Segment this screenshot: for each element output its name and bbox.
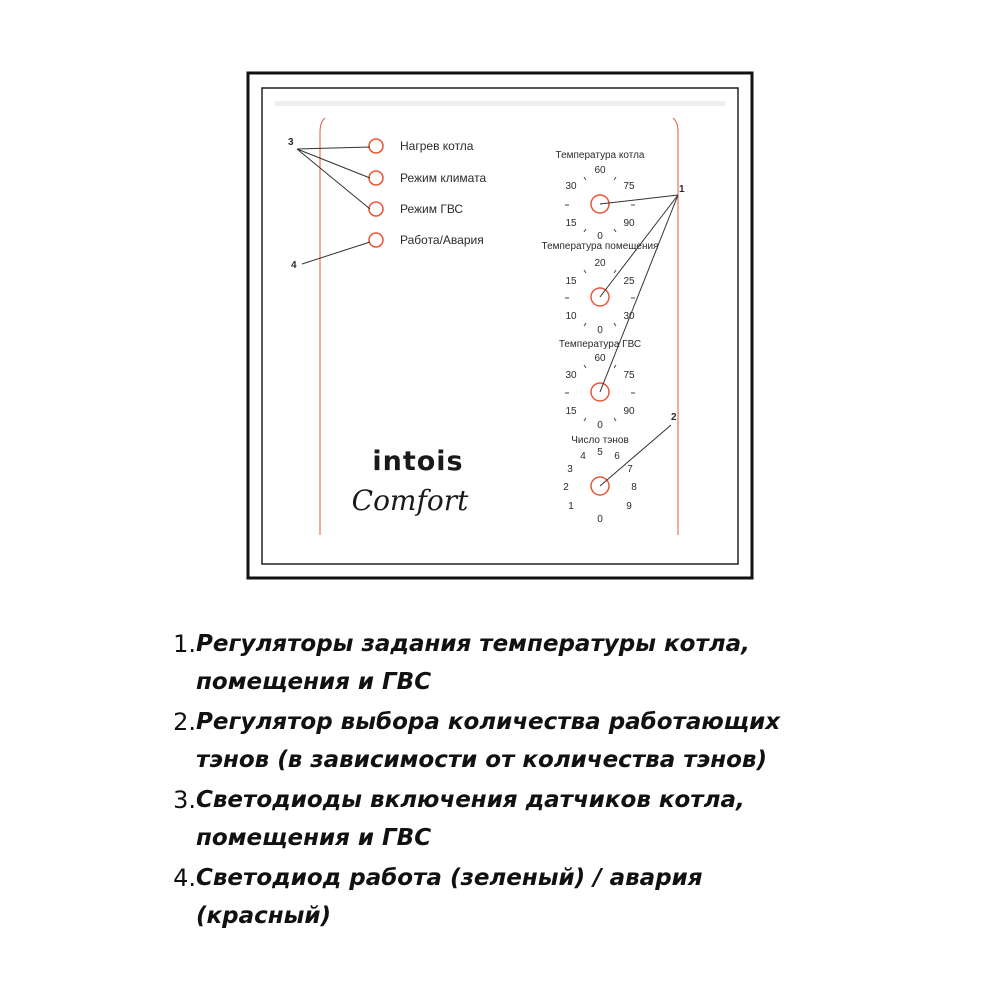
tick-label: 0 bbox=[597, 420, 603, 431]
callout-2: 2 bbox=[671, 412, 677, 423]
legend-list bbox=[160, 625, 860, 937]
brand-logo: intois bbox=[372, 446, 464, 477]
tick-label: 0 bbox=[597, 325, 603, 336]
callout-3: 3 bbox=[288, 137, 294, 148]
tick-label: 30 bbox=[565, 370, 577, 381]
tick-label: 75 bbox=[623, 181, 635, 192]
legend-number: 2. bbox=[173, 708, 196, 736]
tick-label: 1 bbox=[568, 501, 574, 512]
callout-1: 1 bbox=[679, 184, 685, 195]
tick-label: 3 bbox=[567, 464, 573, 475]
callout-4: 4 bbox=[291, 260, 297, 271]
legend-text: Светодиод работа (зеленый) / авария (красный) bbox=[196, 865, 703, 929]
tick-label: 2 bbox=[563, 482, 569, 493]
legend-number: 4. bbox=[173, 864, 196, 892]
knob-title: Температура помещения bbox=[541, 241, 659, 252]
legend-item bbox=[160, 781, 860, 857]
tick-label: 4 bbox=[580, 451, 586, 462]
knob-title: Температура ГВС bbox=[558, 339, 642, 350]
legend-item bbox=[160, 625, 860, 701]
tick-label: 10 bbox=[565, 311, 577, 322]
tick-label: 30 bbox=[623, 311, 635, 322]
indicator-label: Работа/Авария bbox=[400, 233, 484, 247]
indicator-label: Режим ГВС bbox=[400, 202, 464, 216]
tick-label: 60 bbox=[594, 165, 606, 176]
tick-label: 20 bbox=[594, 258, 606, 269]
tick-label: 90 bbox=[623, 218, 635, 229]
legend-item bbox=[160, 859, 860, 935]
tick-label: 9 bbox=[626, 501, 632, 512]
legend-text: Регулятор выбора количества работающих тэнов (в зависимости от количества тэнов) bbox=[196, 709, 781, 773]
legend-text: Регуляторы задания температуры котла, помещения и ГВС bbox=[196, 631, 750, 695]
top-strip bbox=[275, 101, 725, 106]
tick-label: 5 bbox=[597, 447, 603, 458]
legend-text: Светодиоды включения датчиков котла, помещения и ГВС bbox=[196, 787, 745, 851]
tick-label: 0 bbox=[597, 514, 603, 525]
tick-label: 6 bbox=[614, 451, 620, 462]
tick-label: 30 bbox=[565, 181, 577, 192]
knob-title: Температура котла bbox=[555, 150, 645, 161]
tick-label: 15 bbox=[565, 218, 577, 229]
indicator-label: Нагрев котла bbox=[400, 139, 474, 153]
legend-number: 1. bbox=[173, 630, 196, 658]
legend-item bbox=[160, 703, 860, 779]
legend-number: 3. bbox=[173, 786, 196, 814]
tick-label: 8 bbox=[631, 482, 637, 493]
indicator-label: Режим климата bbox=[400, 171, 487, 185]
tick-label: 15 bbox=[565, 406, 577, 417]
tick-label: 25 bbox=[623, 276, 635, 287]
knob-title: Число тэнов bbox=[571, 435, 629, 446]
tick-label: 60 bbox=[594, 353, 606, 364]
tick-label: 75 bbox=[623, 370, 635, 381]
brand-model: Comfort bbox=[351, 484, 469, 517]
tick-label: 7 bbox=[627, 464, 633, 475]
tick-label: 15 bbox=[565, 276, 577, 287]
tick-label: 0 bbox=[597, 231, 603, 242]
tick-label: 90 bbox=[623, 406, 635, 417]
